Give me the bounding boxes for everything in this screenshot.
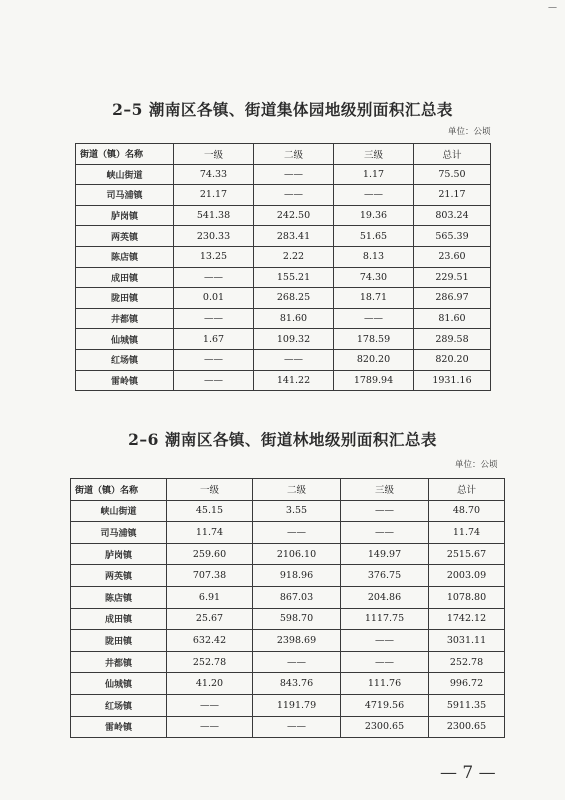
town-name-cell: 仙城镇	[76, 329, 174, 350]
area-value-cell: 5911.35	[429, 694, 505, 716]
area-value-cell: 230.33	[174, 226, 254, 247]
table-row	[76, 370, 491, 391]
area-value-cell: ——	[341, 500, 429, 522]
area-value-cell: 2300.65	[341, 716, 429, 738]
town-name-cell: 成田镇	[71, 608, 167, 630]
area-value-cell: 259.60	[167, 543, 253, 565]
area-value-cell: 820.20	[414, 349, 491, 370]
column-header: 一级	[167, 479, 253, 501]
area-value-cell: ——	[254, 349, 334, 370]
area-value-cell: 541.38	[174, 205, 254, 226]
area-value-cell: 11.74	[167, 522, 253, 544]
column-header: 街道（镇）名称	[76, 144, 174, 165]
area-value-cell: 1191.79	[253, 694, 341, 716]
town-name-cell: 司马浦镇	[76, 185, 174, 206]
table-2-6	[70, 478, 505, 738]
town-name-cell: 仙城镇	[71, 673, 167, 695]
town-name-cell: 两英镇	[71, 565, 167, 587]
table-row	[71, 565, 505, 587]
area-value-cell: ——	[253, 716, 341, 738]
table-row	[76, 185, 491, 206]
column-header: 二级	[253, 479, 341, 501]
column-header: 二级	[254, 144, 334, 165]
town-name-cell: 两英镇	[76, 226, 174, 247]
town-name-cell: 峡山街道	[71, 500, 167, 522]
table-2-5-unit: 单位：公顷	[448, 127, 491, 137]
table-row	[71, 522, 505, 544]
area-value-cell: 23.60	[414, 246, 491, 267]
column-header: 总计	[414, 144, 491, 165]
area-value-cell: 598.70	[253, 608, 341, 630]
table-row	[71, 716, 505, 738]
table-header-row	[71, 479, 505, 501]
town-name-cell: 雷岭镇	[76, 370, 174, 391]
area-value-cell: 2515.67	[429, 543, 505, 565]
area-value-cell: 4719.56	[341, 694, 429, 716]
area-value-cell: 6.91	[167, 586, 253, 608]
area-value-cell: 1742.12	[429, 608, 505, 630]
table-row	[76, 308, 491, 329]
area-value-cell: 11.74	[429, 522, 505, 544]
area-value-cell: 1.67	[174, 329, 254, 350]
area-value-cell: ——	[167, 694, 253, 716]
area-value-cell: 21.17	[414, 185, 491, 206]
area-value-cell: 18.71	[334, 288, 414, 309]
area-value-cell: 45.15	[167, 500, 253, 522]
table-row	[76, 329, 491, 350]
area-value-cell: 283.41	[254, 226, 334, 247]
area-value-cell: 8.13	[334, 246, 414, 267]
area-value-cell: 286.97	[414, 288, 491, 309]
table-2-5	[75, 143, 491, 391]
area-value-cell: ——	[174, 308, 254, 329]
area-value-cell: 81.60	[414, 308, 491, 329]
area-value-cell: 632.42	[167, 630, 253, 652]
area-value-cell: 867.03	[253, 586, 341, 608]
area-value-cell: ——	[334, 185, 414, 206]
area-value-cell: 3.55	[253, 500, 341, 522]
area-value-cell: 74.33	[174, 164, 254, 185]
area-value-cell: 41.20	[167, 673, 253, 695]
area-value-cell: 843.76	[253, 673, 341, 695]
town-name-cell: 红场镇	[71, 694, 167, 716]
area-value-cell: 21.17	[174, 185, 254, 206]
table-row	[76, 164, 491, 185]
area-value-cell: 1.17	[334, 164, 414, 185]
area-value-cell: ——	[174, 370, 254, 391]
area-value-cell: 74.30	[334, 267, 414, 288]
table-row	[76, 246, 491, 267]
area-value-cell: ——	[254, 185, 334, 206]
town-name-cell: 胪岗镇	[71, 543, 167, 565]
area-value-cell: 155.21	[254, 267, 334, 288]
area-value-cell: 376.75	[341, 565, 429, 587]
area-value-cell: 141.22	[254, 370, 334, 391]
area-value-cell: ——	[253, 522, 341, 544]
table-row	[71, 630, 505, 652]
area-value-cell: 252.78	[167, 651, 253, 673]
town-name-cell: 峡山街道	[76, 164, 174, 185]
area-value-cell: 2398.69	[253, 630, 341, 652]
area-value-cell: 48.70	[429, 500, 505, 522]
table-row	[71, 651, 505, 673]
column-header: 街道（镇）名称	[71, 479, 167, 501]
area-value-cell: 3031.11	[429, 630, 505, 652]
area-value-cell: 268.25	[254, 288, 334, 309]
area-value-cell: 996.72	[429, 673, 505, 695]
area-value-cell: 178.59	[334, 329, 414, 350]
area-value-cell: ——	[174, 267, 254, 288]
area-value-cell: ——	[167, 716, 253, 738]
area-value-cell: 81.60	[254, 308, 334, 329]
area-value-cell: ——	[341, 630, 429, 652]
table-row	[76, 267, 491, 288]
area-value-cell: ——	[174, 349, 254, 370]
table-row	[71, 500, 505, 522]
area-value-cell: ——	[254, 164, 334, 185]
area-value-cell: ——	[334, 308, 414, 329]
town-name-cell: 陈店镇	[76, 246, 174, 267]
area-value-cell: 75.50	[414, 164, 491, 185]
table-row	[71, 543, 505, 565]
table-row	[76, 226, 491, 247]
column-header: 三级	[334, 144, 414, 165]
column-header: 三级	[341, 479, 429, 501]
area-value-cell: 51.65	[334, 226, 414, 247]
town-name-cell: 陇田镇	[76, 288, 174, 309]
town-name-cell: 井都镇	[71, 651, 167, 673]
area-value-cell: 111.76	[341, 673, 429, 695]
table-row	[76, 349, 491, 370]
table-row	[76, 288, 491, 309]
table-row	[71, 694, 505, 716]
area-value-cell: 1117.75	[341, 608, 429, 630]
area-value-cell: 565.39	[414, 226, 491, 247]
town-name-cell: 雷岭镇	[71, 716, 167, 738]
town-name-cell: 成田镇	[76, 267, 174, 288]
table-row	[71, 586, 505, 608]
area-value-cell: 707.38	[167, 565, 253, 587]
table-row	[76, 205, 491, 226]
area-value-cell: 109.32	[254, 329, 334, 350]
area-value-cell: ——	[341, 651, 429, 673]
area-value-cell: 149.97	[341, 543, 429, 565]
area-value-cell: 289.58	[414, 329, 491, 350]
area-value-cell: 252.78	[429, 651, 505, 673]
area-value-cell: 2106.10	[253, 543, 341, 565]
corner-mark: —	[548, 3, 557, 13]
column-header: 总计	[429, 479, 505, 501]
page-number: — 7 —	[440, 763, 496, 783]
table-header-row	[76, 144, 491, 165]
town-name-cell: 井都镇	[76, 308, 174, 329]
area-value-cell: 1931.16	[414, 370, 491, 391]
area-value-cell: 803.24	[414, 205, 491, 226]
table-row	[71, 673, 505, 695]
area-value-cell: 2300.65	[429, 716, 505, 738]
area-value-cell: 19.36	[334, 205, 414, 226]
area-value-cell: 820.20	[334, 349, 414, 370]
town-name-cell: 胪岗镇	[76, 205, 174, 226]
area-value-cell: 1078.80	[429, 586, 505, 608]
area-value-cell: 1789.94	[334, 370, 414, 391]
area-value-cell: 13.25	[174, 246, 254, 267]
area-value-cell: ——	[341, 522, 429, 544]
area-value-cell: 25.67	[167, 608, 253, 630]
area-value-cell: ——	[253, 651, 341, 673]
table-2-6-title: 2–6 潮南区各镇、街道林地级别面积汇总表	[128, 430, 437, 449]
town-name-cell: 红场镇	[76, 349, 174, 370]
area-value-cell: 2003.09	[429, 565, 505, 587]
area-value-cell: 204.86	[341, 586, 429, 608]
area-value-cell: 2.22	[254, 246, 334, 267]
town-name-cell: 司马浦镇	[71, 522, 167, 544]
table-row	[71, 608, 505, 630]
area-value-cell: 229.51	[414, 267, 491, 288]
area-value-cell: 918.96	[253, 565, 341, 587]
town-name-cell: 陇田镇	[71, 630, 167, 652]
table-2-6-unit: 单位：公顷	[455, 460, 498, 470]
column-header: 一级	[174, 144, 254, 165]
town-name-cell: 陈店镇	[71, 586, 167, 608]
area-value-cell: 0.01	[174, 288, 254, 309]
table-2-5-title: 2–5 潮南区各镇、街道集体园地级别面积汇总表	[112, 100, 453, 119]
area-value-cell: 242.50	[254, 205, 334, 226]
